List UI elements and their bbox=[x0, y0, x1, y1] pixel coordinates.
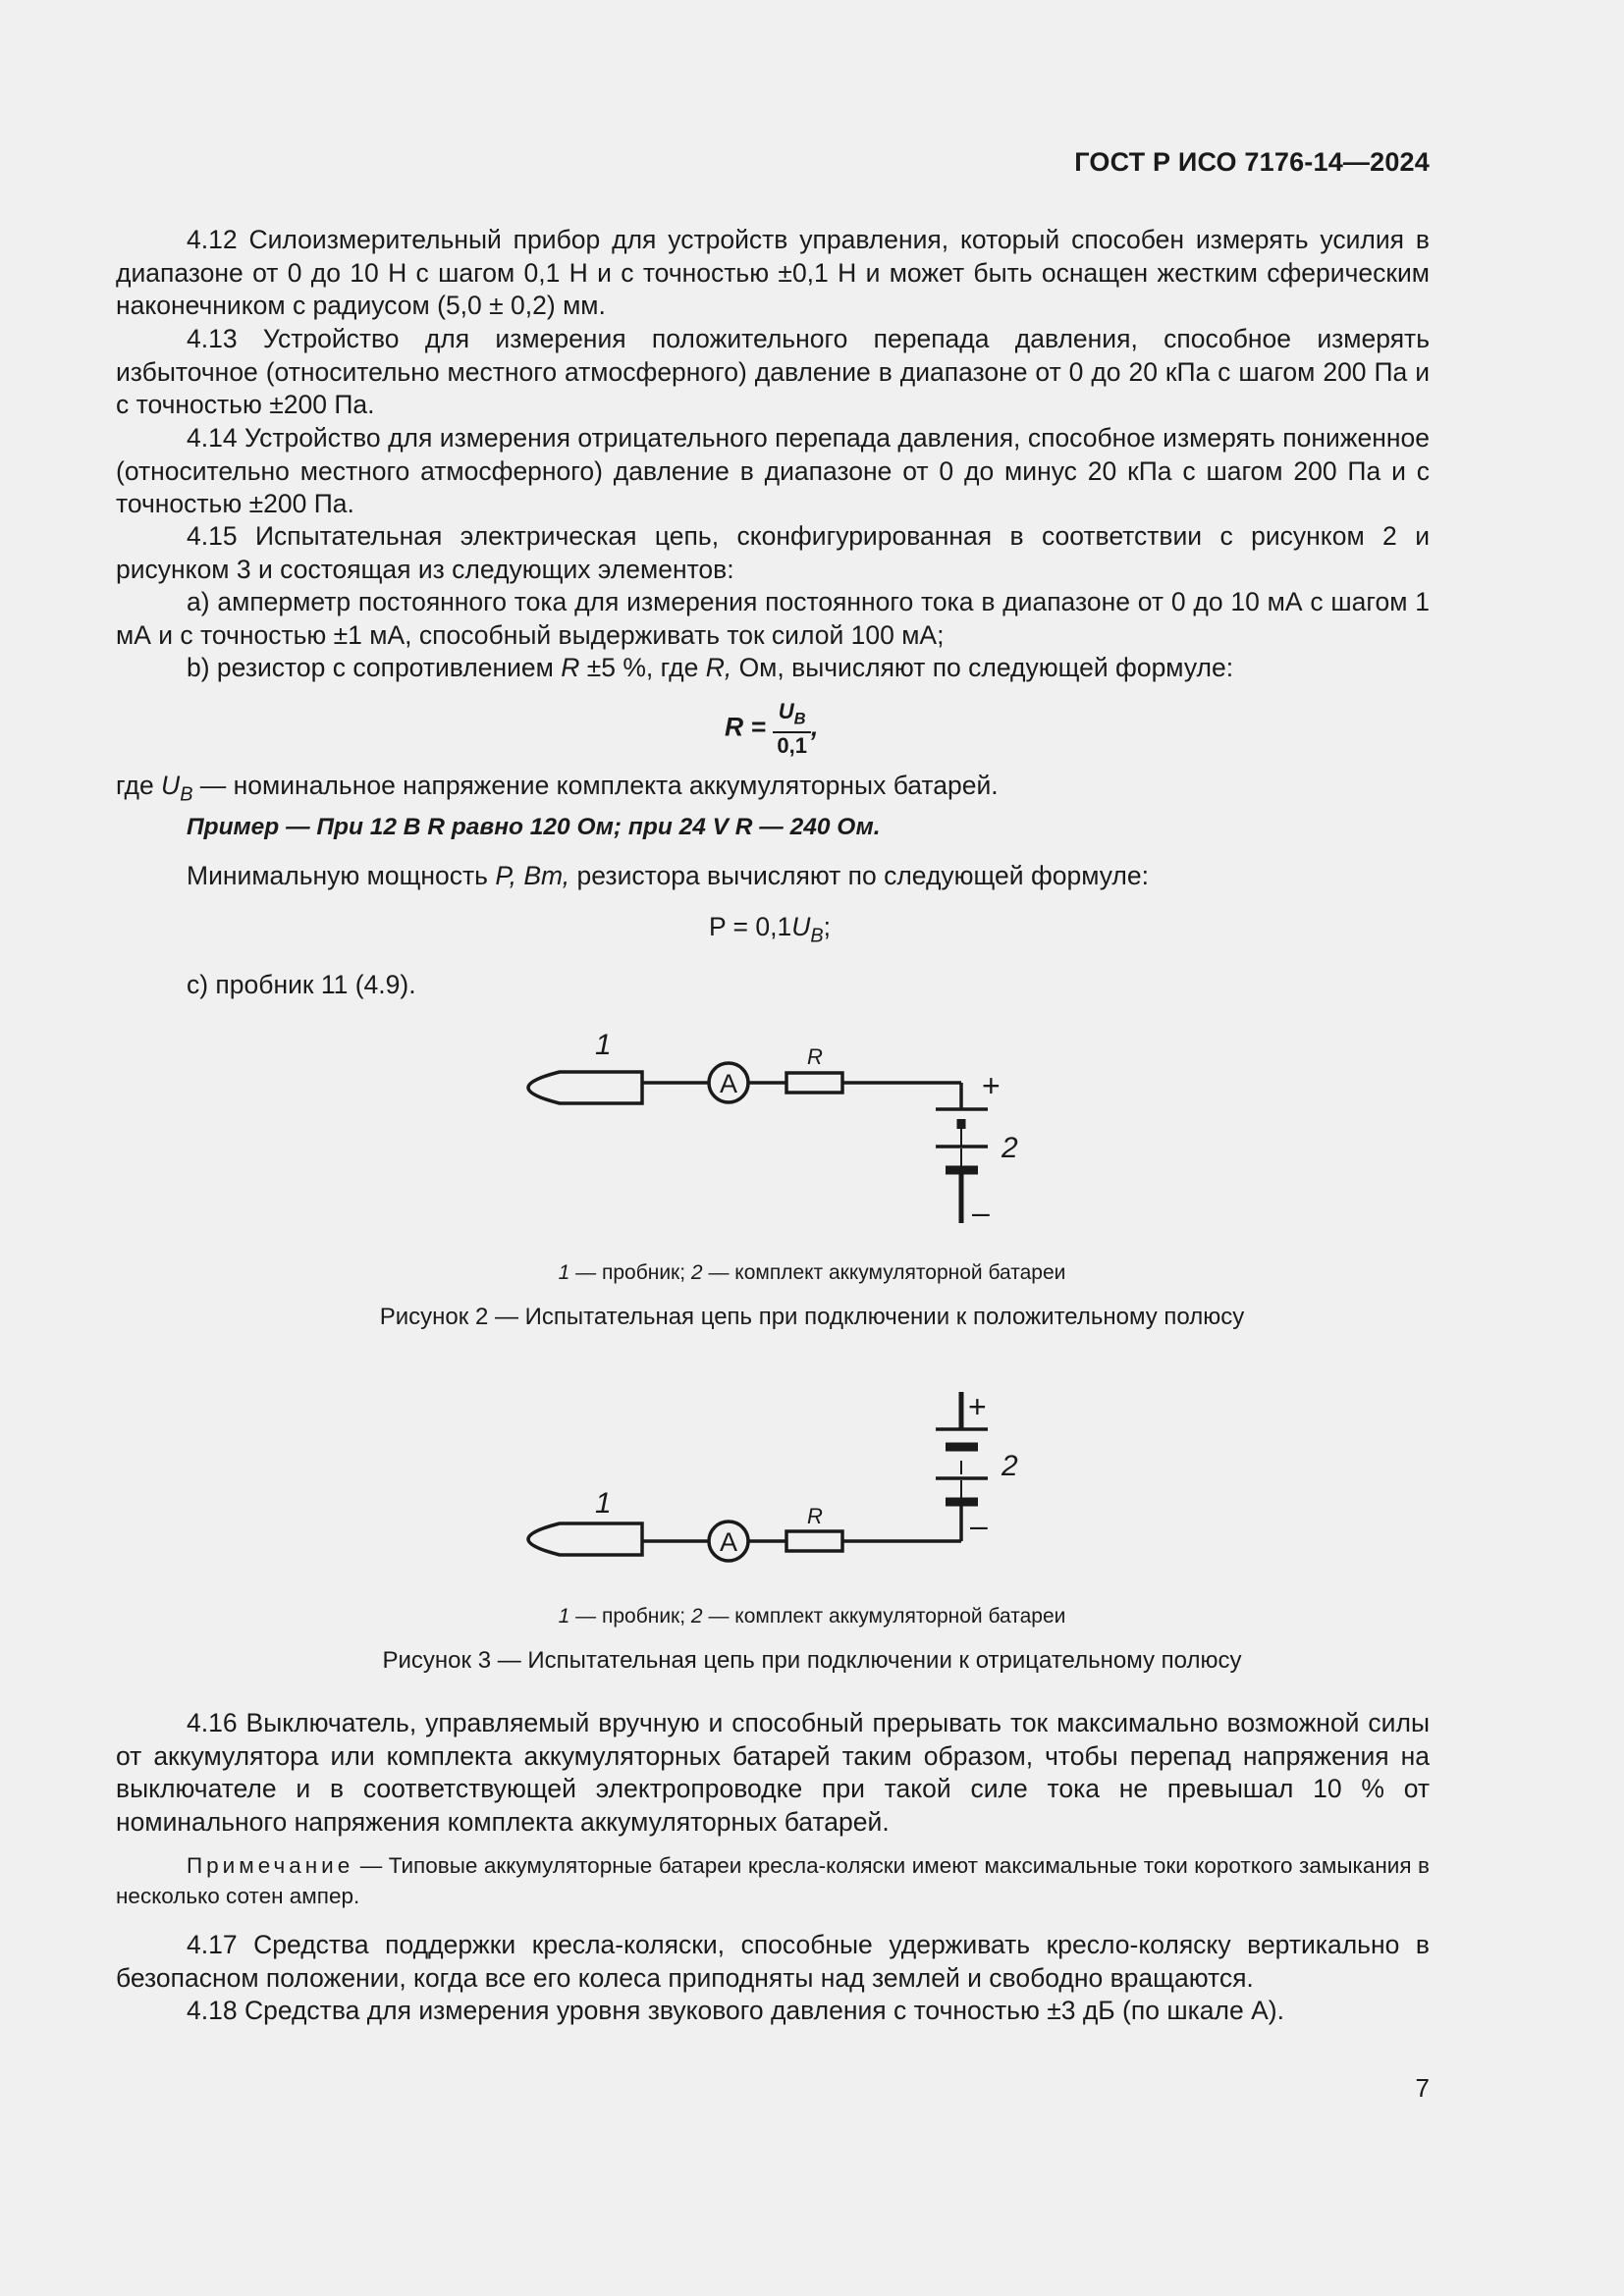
battery-label: 2 bbox=[1001, 1132, 1018, 1164]
minus-sign: – bbox=[972, 1195, 990, 1230]
page-number: 7 bbox=[1415, 2073, 1430, 2103]
clause-4-15-b: b) резистор с сопротивлением R ±5 %, где R, Ом, вычисляют по следующей формуле: bbox=[187, 653, 1234, 682]
minus-sign: – bbox=[970, 1508, 988, 1543]
battery-label: 2 bbox=[1001, 1450, 1018, 1482]
ammeter-label: A bbox=[719, 1069, 738, 1098]
resistor-symbol bbox=[786, 1073, 842, 1093]
figure-3-title: Рисунок 3 — Испытательная цепь при подключении к отрицательному полюсу bbox=[382, 1647, 1242, 1674]
clause-4-14: 4.14 Устройство для измерения отрицательного перепада давления, способное измерять пониженное (относительно местного атмосферного) давление в диапазоне от 0 до минус 20 кПа с шагом 200 Па и с точностью ±200 Па. bbox=[116, 423, 1430, 518]
power-formula: $P = 0,1U_B$; bbox=[709, 912, 832, 947]
probe-label: 1 bbox=[595, 1029, 612, 1061]
resistor-symbol bbox=[786, 1531, 842, 1551]
resistance-formula: R = $\frac{U_B}{0,1}$ , bbox=[725, 699, 819, 759]
document-id: ГОСТ Р ИСО 7176-14—2024 bbox=[1074, 147, 1430, 177]
figure-2-title: Рисунок 2 — Испытательная цепь при подключении к положительному полюсу bbox=[379, 1304, 1245, 1330]
clause-4-16: 4.16 Выключатель, управляемый вручную и способный прерывать ток максимально возможной силы от аккумулятора или комплекта аккумуляторных батарей таким образом, чтобы перепад напряжения на выключателе и в соответствующей электропроводке при такой силе тока не превышал 10 % от номинального напряжения комплекта аккумуляторных батарей. bbox=[116, 1708, 1430, 1837]
power-text: Минимальную мощность P, Вт, резистора вычисляют по следующей формуле: bbox=[187, 861, 1149, 890]
plus-sign: + bbox=[968, 1389, 987, 1424]
note: Примечание — Типовые аккумуляторные батареи кресла-коляски имеют максимальные токи короткого замыкания в несколько сотен ампер. bbox=[116, 1853, 1430, 1908]
figure-2-circuit bbox=[520, 1021, 1051, 1237]
where-clause: где $U_B$ — номинальное напряжение комплекта аккумуляторных батарей. bbox=[116, 771, 999, 806]
probe-shape bbox=[528, 1523, 642, 1555]
clause-4-15: 4.15 Испытательная электрическая цепь, сконфигурированная в соответствии с рисунком 2 и рисунком 3 и состоящая из следующих элементов: bbox=[116, 521, 1430, 584]
resistor-label: R bbox=[807, 1044, 823, 1069]
clause-4-15-a: a) амперметр постоянного тока для измерения постоянного тока в диапазоне от 0 до 10 мА с шагом 1 мА и с точностью ±1 мА, способный выдерживать ток силой 100 мА; bbox=[116, 587, 1430, 650]
clause-4-15-c: с) пробник 11 (4.9). bbox=[187, 970, 416, 999]
figure-3-circuit bbox=[520, 1384, 1051, 1571]
clause-4-17: 4.17 Средства поддержки кресла-коляски, способные удерживать кресло-коляску вертикально в безопасном положении, когда все его колеса приподняты над землей и свободно вращаются. bbox=[116, 1930, 1430, 1993]
plus-sign: + bbox=[982, 1068, 1001, 1103]
resistor-label: R bbox=[807, 1504, 823, 1528]
probe-shape bbox=[528, 1072, 642, 1103]
probe-label: 1 bbox=[595, 1487, 612, 1520]
example-text: Пример — При 12 В R равно 120 Ом; при 24 V R — 240 Ом. bbox=[187, 814, 881, 840]
clause-4-12: 4.12 Силоизмерительный прибор для устройств управления, который способен измерять усилия в диапазоне от 0 до 10 Н с шагом 0,1 Н и с точностью ±0,1 Н и может быть оснащен жестким сферическим наконечником с радиусом (5,0 ± 0,2) мм. bbox=[116, 225, 1430, 320]
clause-4-18: 4.18 Средства для измерения уровня звукового давления с точностью ±3 дБ (по шкале А). bbox=[187, 1996, 1284, 2025]
figure-3-legend: 1 — пробник; 2 — комплект аккумуляторной батареи bbox=[558, 1605, 1066, 1628]
figure-2-legend: 1 — пробник; 2 — комплект аккумуляторной батареи bbox=[558, 1261, 1066, 1284]
ammeter-label: A bbox=[719, 1527, 738, 1557]
clause-4-13: 4.13 Устройство для измерения положительного перепада давления, способное измерять избыточное (относительно местного атмосферного) давление в диапазоне от 0 до 20 кПа с шагом 200 Па и с точностью ±200 Па. bbox=[116, 324, 1430, 419]
